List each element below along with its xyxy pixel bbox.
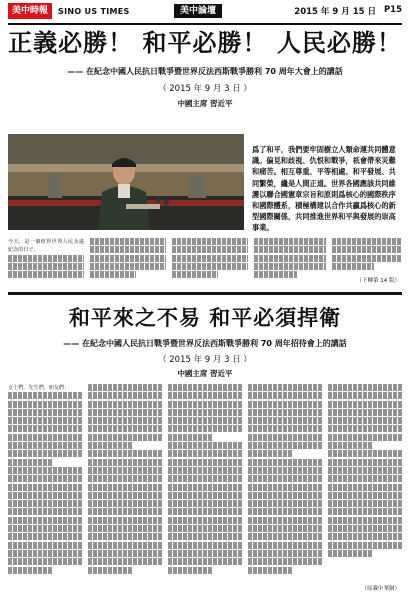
article2-column-3 [168, 384, 242, 594]
article2-subtitle: —— 在紀念中國人民抗日戰爭暨世界反法西斯戰爭勝利 70 周年招待會上的講話 [63, 339, 347, 348]
article1-column-4 [254, 238, 326, 278]
section-label: 美中論壇 [174, 4, 222, 18]
article2-lead: 女士們，先生們，朋友們： [8, 385, 70, 391]
article1-lead: 今天，是一個值得世界人民永遠紀念的日子。 [8, 239, 84, 254]
article1-subtitle: —— 在紀念中國人民抗日戰爭暨世界反法西斯戰爭勝利 70 周年大會上的講話 [67, 67, 343, 76]
article2-column-2 [88, 384, 162, 594]
article1-author: 中國主席 習近平 [177, 99, 233, 108]
article1-headline: 正義必勝！ 和平必勝！ 人民必勝！ [8, 28, 402, 57]
article1-column-1 [8, 238, 84, 278]
article1-column-3 [172, 238, 248, 278]
speech-photo [8, 134, 244, 230]
newspaper-logo: 美中時報 [8, 3, 52, 19]
article2-column-5 [328, 384, 402, 580]
pull-quote: 爲了和平，我們要牢固樹立人類命運共同體意識。偏見和歧視、仇恨和戰爭，祇會帶來災難和痛苦。相互尊重、平等相處、和平發展、共同繁榮，纔是人間正道。世界各國應該共同維護以聯合國憲章宗旨和原則爲核心的國際秩序和國際體系，積極構建以合作共贏爲核心的新型國際關係，共同推進世界和平與發展的崇高事業。 [252, 145, 396, 233]
source-note: （原載中華網） [361, 586, 400, 592]
masthead [0, 0, 410, 22]
article2-column-4 [248, 384, 322, 594]
article-divider [8, 292, 402, 295]
article2-headline: 和平來之不易 和平必須捍衛 [68, 305, 342, 330]
article2-author: 中國主席 習近平 [177, 369, 233, 378]
article1-date: （ 2015 年 9 月 3 日 ） [158, 84, 252, 94]
article1-column-2 [90, 238, 166, 278]
newspaper-english-name: SINO US TIMES [58, 6, 130, 16]
continued-note: （下轉第 14 版） [356, 278, 400, 284]
issue-date: 2015 年 9 月 15 日 [294, 7, 376, 17]
article1-column-5 [332, 238, 402, 274]
page-number: P15 [383, 5, 402, 15]
article2-column-1 [8, 384, 82, 594]
article2-date: （ 2015 年 9 月 3 日 ） [158, 355, 252, 365]
masthead-rule [8, 23, 402, 25]
